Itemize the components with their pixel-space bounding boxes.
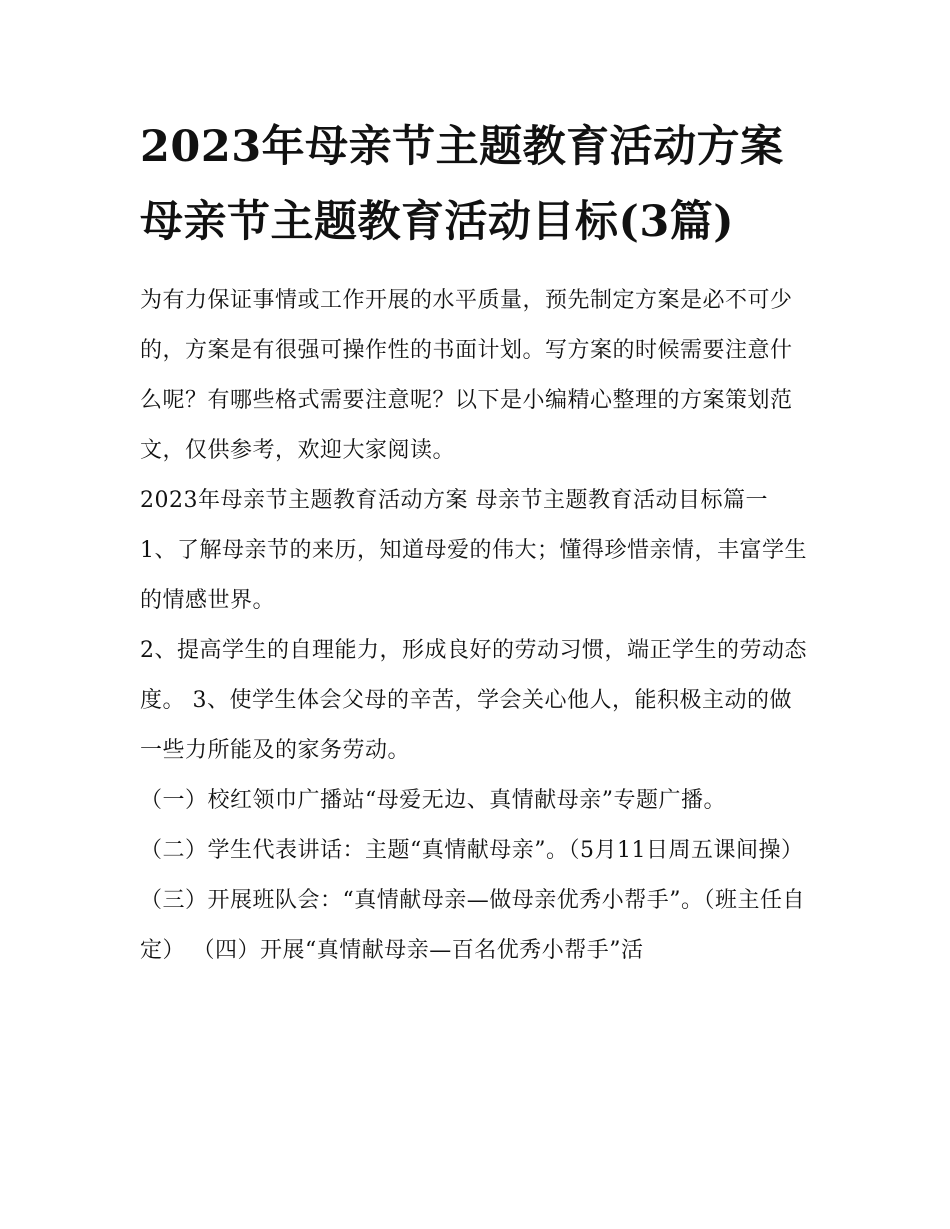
intro-paragraph: 为有力保证事情或工作开展的水平质量，预先制定方案是必不可少的，方案是有很强可操作性的书面计划。写方案的时候需要注意什么呢？有哪些格式需要注意呢？以下是小编精心整理的方案策划范文，仅供参考，欢迎大家阅读。 [140, 288, 793, 463]
document-page [140, 110, 812, 976]
activity-item-2: （二）学生代表讲话：主题“真情献母亲”。（5月11日周五课间操） [140, 838, 804, 863]
activity-item-3: （三）开展班队会：“真情献母亲—做母亲优秀小帮手”。（班主任自定） （四）开展“真情献母亲—百名优秀小帮手”活 [140, 888, 805, 963]
document-body [140, 276, 812, 976]
section-heading-paragraph: 2023年母亲节主题教育活动方案 母亲节主题教育活动目标篇一 1、了解母亲节的来历，知道母爱的伟大；懂得珍惜亲情，丰富学生的情感世界。 [140, 488, 807, 613]
document-title: 2023年母亲节主题教育活动方案 母亲节主题教育活动目标(3篇) [140, 122, 784, 247]
goals-paragraph: 2、提高学生的自理能力，形成良好的劳动习惯，端正学生的劳动态度。 3、使学生体会父母的辛苦，学会关心他人，能积极主动的做一些力所能及的家务劳动。 [140, 638, 807, 763]
activity-item-1: （一）校红领巾广播站“母爱无边、真情献母亲”专题广播。 [140, 788, 726, 813]
